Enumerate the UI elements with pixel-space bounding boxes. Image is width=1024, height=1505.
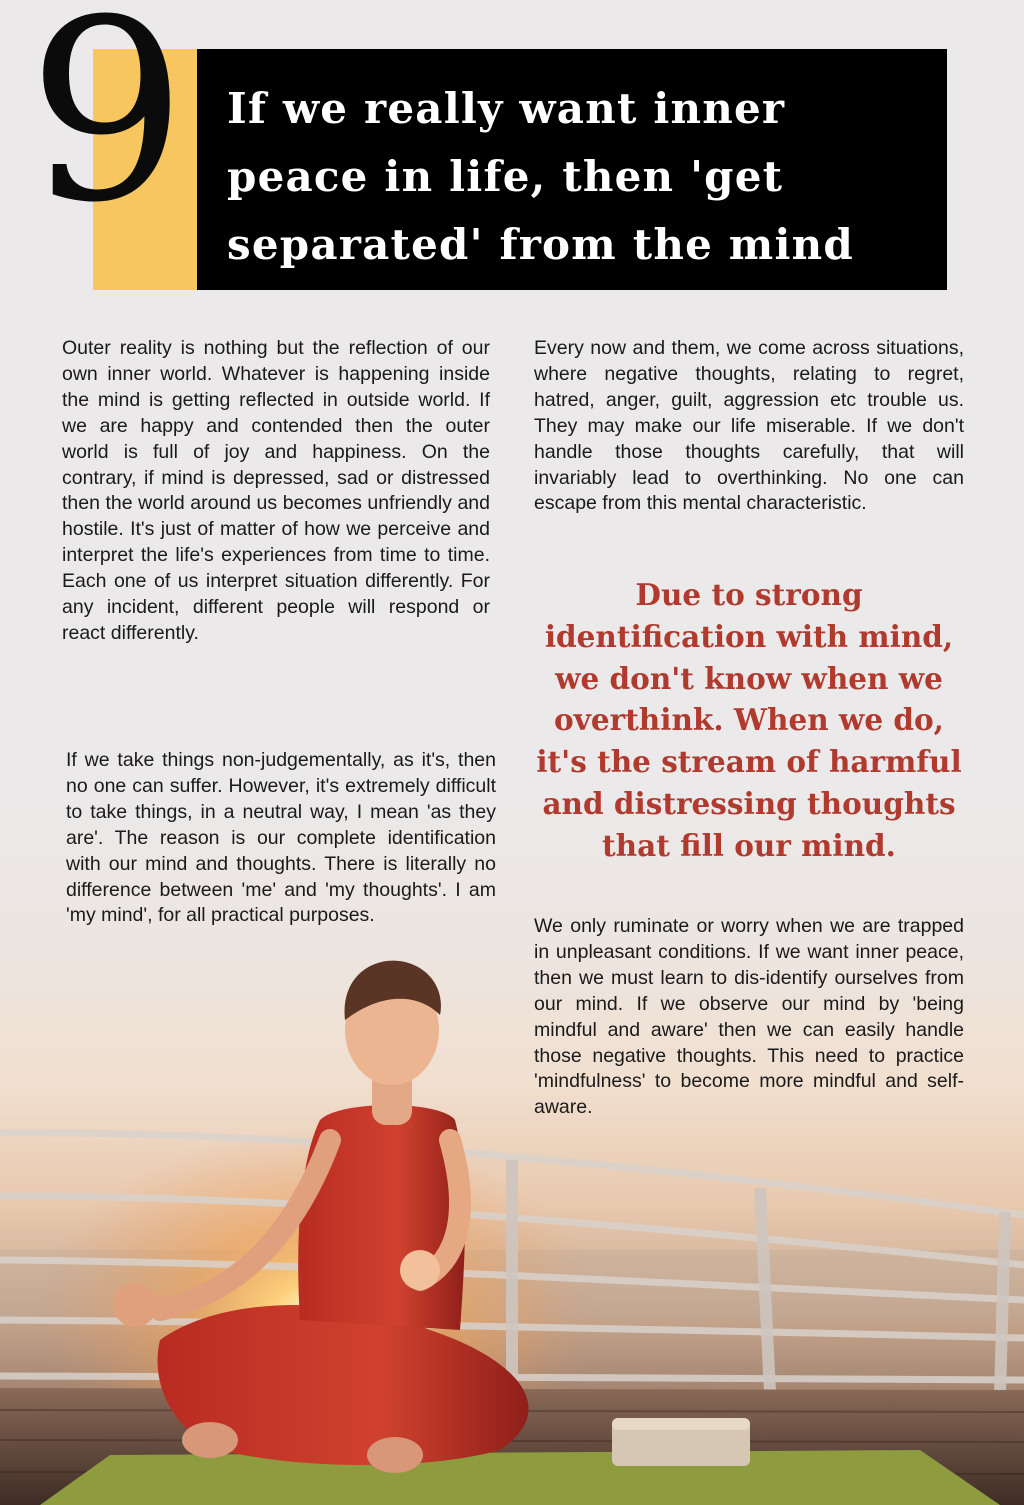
section-number: 9: [27, 0, 183, 257]
paragraph-non-judgemental: If we take things non-judgementally, as it's, then no one can suffer. However, it's extremely difficult to take things, in a neutral way, I mean 'as they are'. The reason is our complete identification with our mind and thoughts. There is literally no difference between 'me' and 'my thoughts'. I am 'my mind', for all practical purposes.: [66, 749, 496, 927]
paragraph-mindfulness: We only ruminate or worry when we are trapped in unpleasant conditions. If we want inner peace, then we must learn to dis-identify ourselves from our mind. If we observe our mind by 'being mindful and aware' then we can easily handle those negative thoughts. This need to practice 'mindfulness' to become more mindful and self-aware.: [534, 915, 964, 1119]
paragraph-outer-reality: Outer reality is nothing but the reflection of our own inner world. Whatever is happening inside the mind is getting reflected in outside world. If we are happy and contended then the outer world is full of joy and happiness. On the contrary, if mind is depressed, sad or distressed then the world around us becomes unfriendly and hostile. It's just of matter of how we perceive and interpret the life's experiences from time to time. Each one of us interpret situation differently. For any incident, different people will respond or react differently.: [62, 337, 490, 644]
paragraph-negative-thoughts: Every now and them, we come across situations, where negative thoughts, relating to regret, hatred, anger, guilt, aggression etc trouble us. They may make our life miserable. If we don't handle those thoughts carefully, that will invariably lead to overthinking. No one can escape from this mental characteristic.: [534, 337, 964, 515]
page-title: If we really want inner peace in life, then 'get separated' from the mind: [227, 84, 854, 269]
title-box: [197, 49, 947, 290]
pull-quote: Due to strong identification with mind, we don't know when we overthink. When we do, it's the stream of harmful and distressing thoughts that fill our mind.: [536, 577, 962, 863]
